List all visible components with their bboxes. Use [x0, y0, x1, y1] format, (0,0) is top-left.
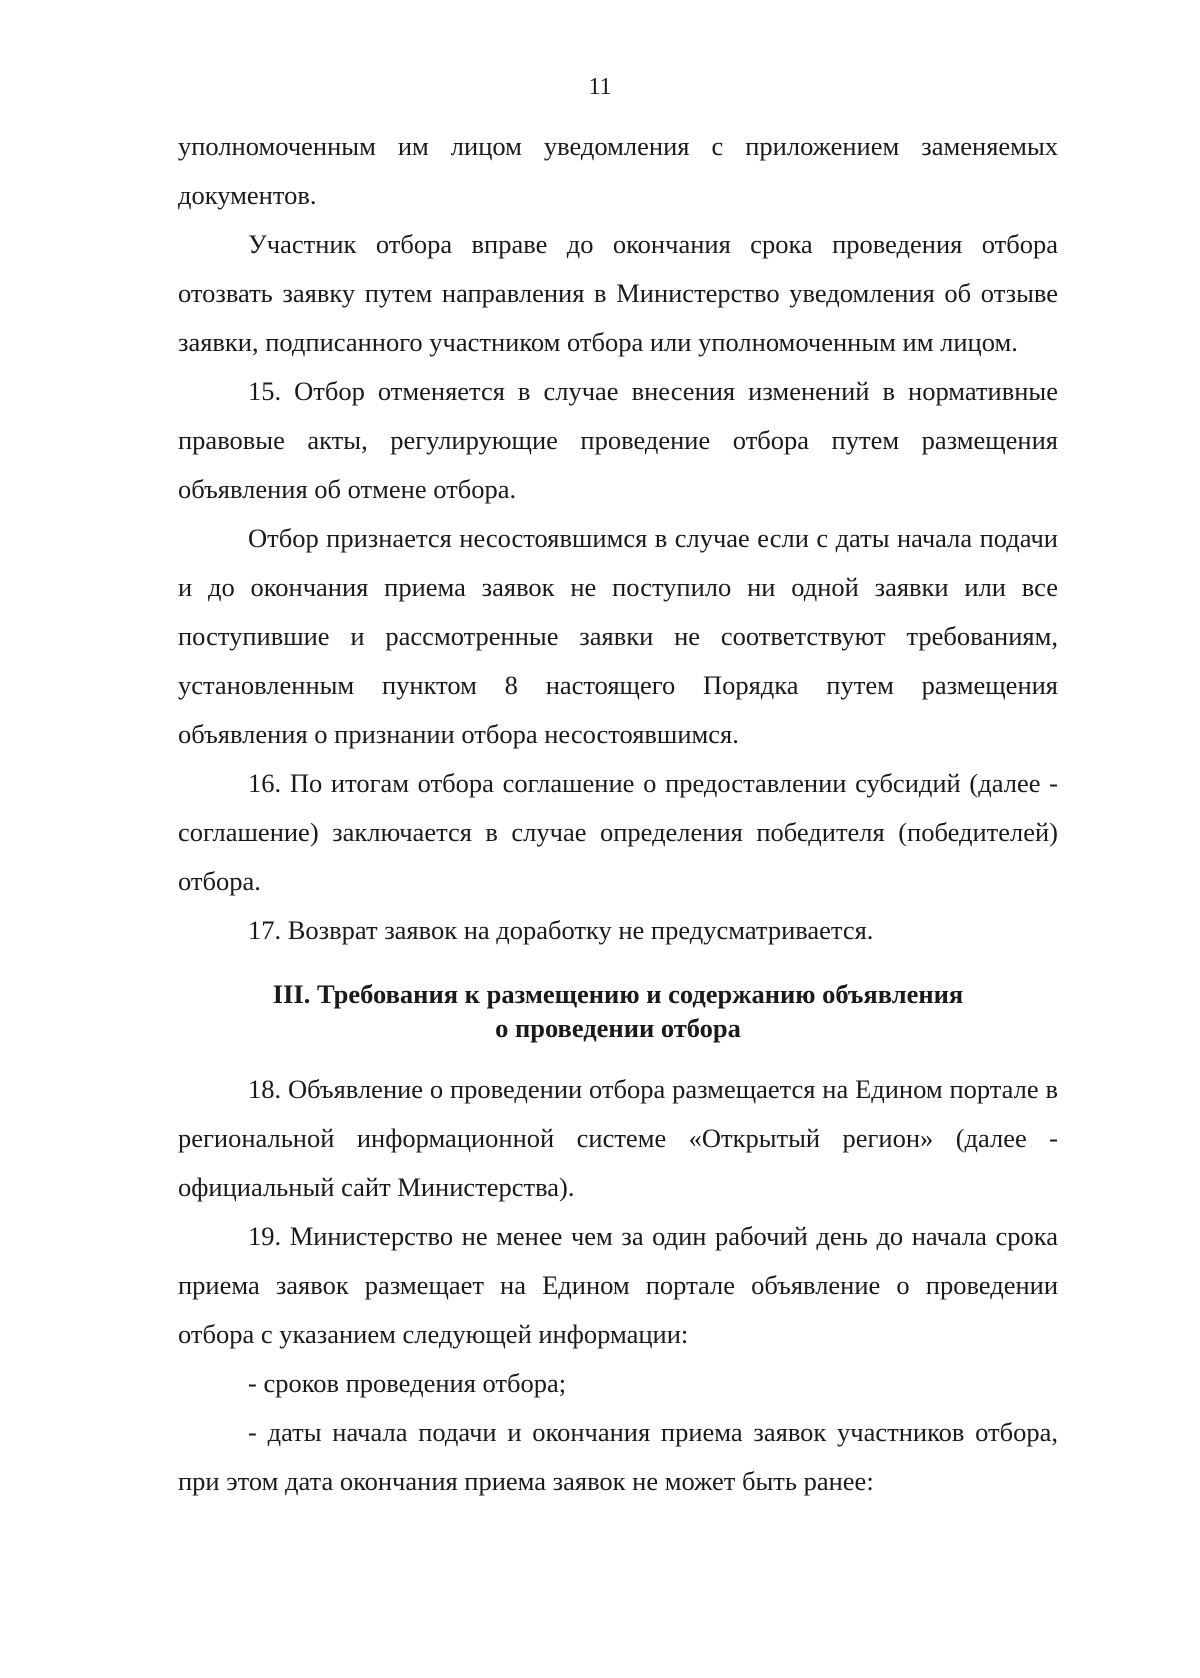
- document-body: [178, 122, 1058, 1506]
- paragraph-withdraw-application: Участник отбора вправе до окончания срока проведения отбора отозвать заявку путем направления в Министерство уведомления об отзыве заявки, подписанного участником отбора или уполномоченным им лицом.: [178, 229, 1058, 357]
- section-heading-line-2: о проведении отбора: [495, 1013, 741, 1043]
- list-item-application-dates: - даты начала подачи и окончания приема заявок участников отбора, при этом дата окончания приема заявок не может быть ранее:: [178, 1417, 1058, 1496]
- page-number: 11: [588, 74, 612, 100]
- paragraph-15-cancellation: 15. Отбор отменяется в случае внесения изменений в нормативные правовые акты, регулирующие проведение отбора путем размещения объявления об отмене отбора.: [178, 376, 1058, 504]
- paragraph-18-announcement: 18. Объявление о проведении отбора размещается на Едином портале в региональной информационной системе «Открытый регион» (далее - официальный сайт Министерства).: [178, 1074, 1058, 1202]
- paragraph-19-ministry-publication: 19. Министерство не менее чем за один рабочий день до начала срока приема заявок размещает на Едином портале объявление о проведении отбора с указанием следующей информации:: [178, 1221, 1058, 1349]
- paragraph-continuation: уполномоченным им лицом уведомления с приложением заменяемых документов.: [178, 131, 1058, 210]
- section-heading-line-1: III. Требования к размещению и содержанию объявления: [272, 979, 964, 1009]
- section-heading: [178, 977, 1058, 1045]
- paragraph-16-agreement: 16. По итогам отбора соглашение о предоставлении субсидий (далее - соглашение) заключается в случае определения победителя (победителей) отбора.: [178, 768, 1058, 896]
- paragraph-failed-selection: Отбор признается несостоявшимся в случае если с даты начала подачи и до окончания приема заявок не поступило ни одной заявки или все поступившие и рассмотренные заявки не соответствуют требованиям, установленным пунктом 8 настоящего Порядка путем размещения объявления о признании отбора несостоявшимся.: [178, 523, 1058, 749]
- paragraph-17-no-return: 17. Возврат заявок на доработку не предусматривается.: [248, 915, 874, 945]
- list-item-selection-dates: - сроков проведения отбора;: [248, 1368, 567, 1398]
